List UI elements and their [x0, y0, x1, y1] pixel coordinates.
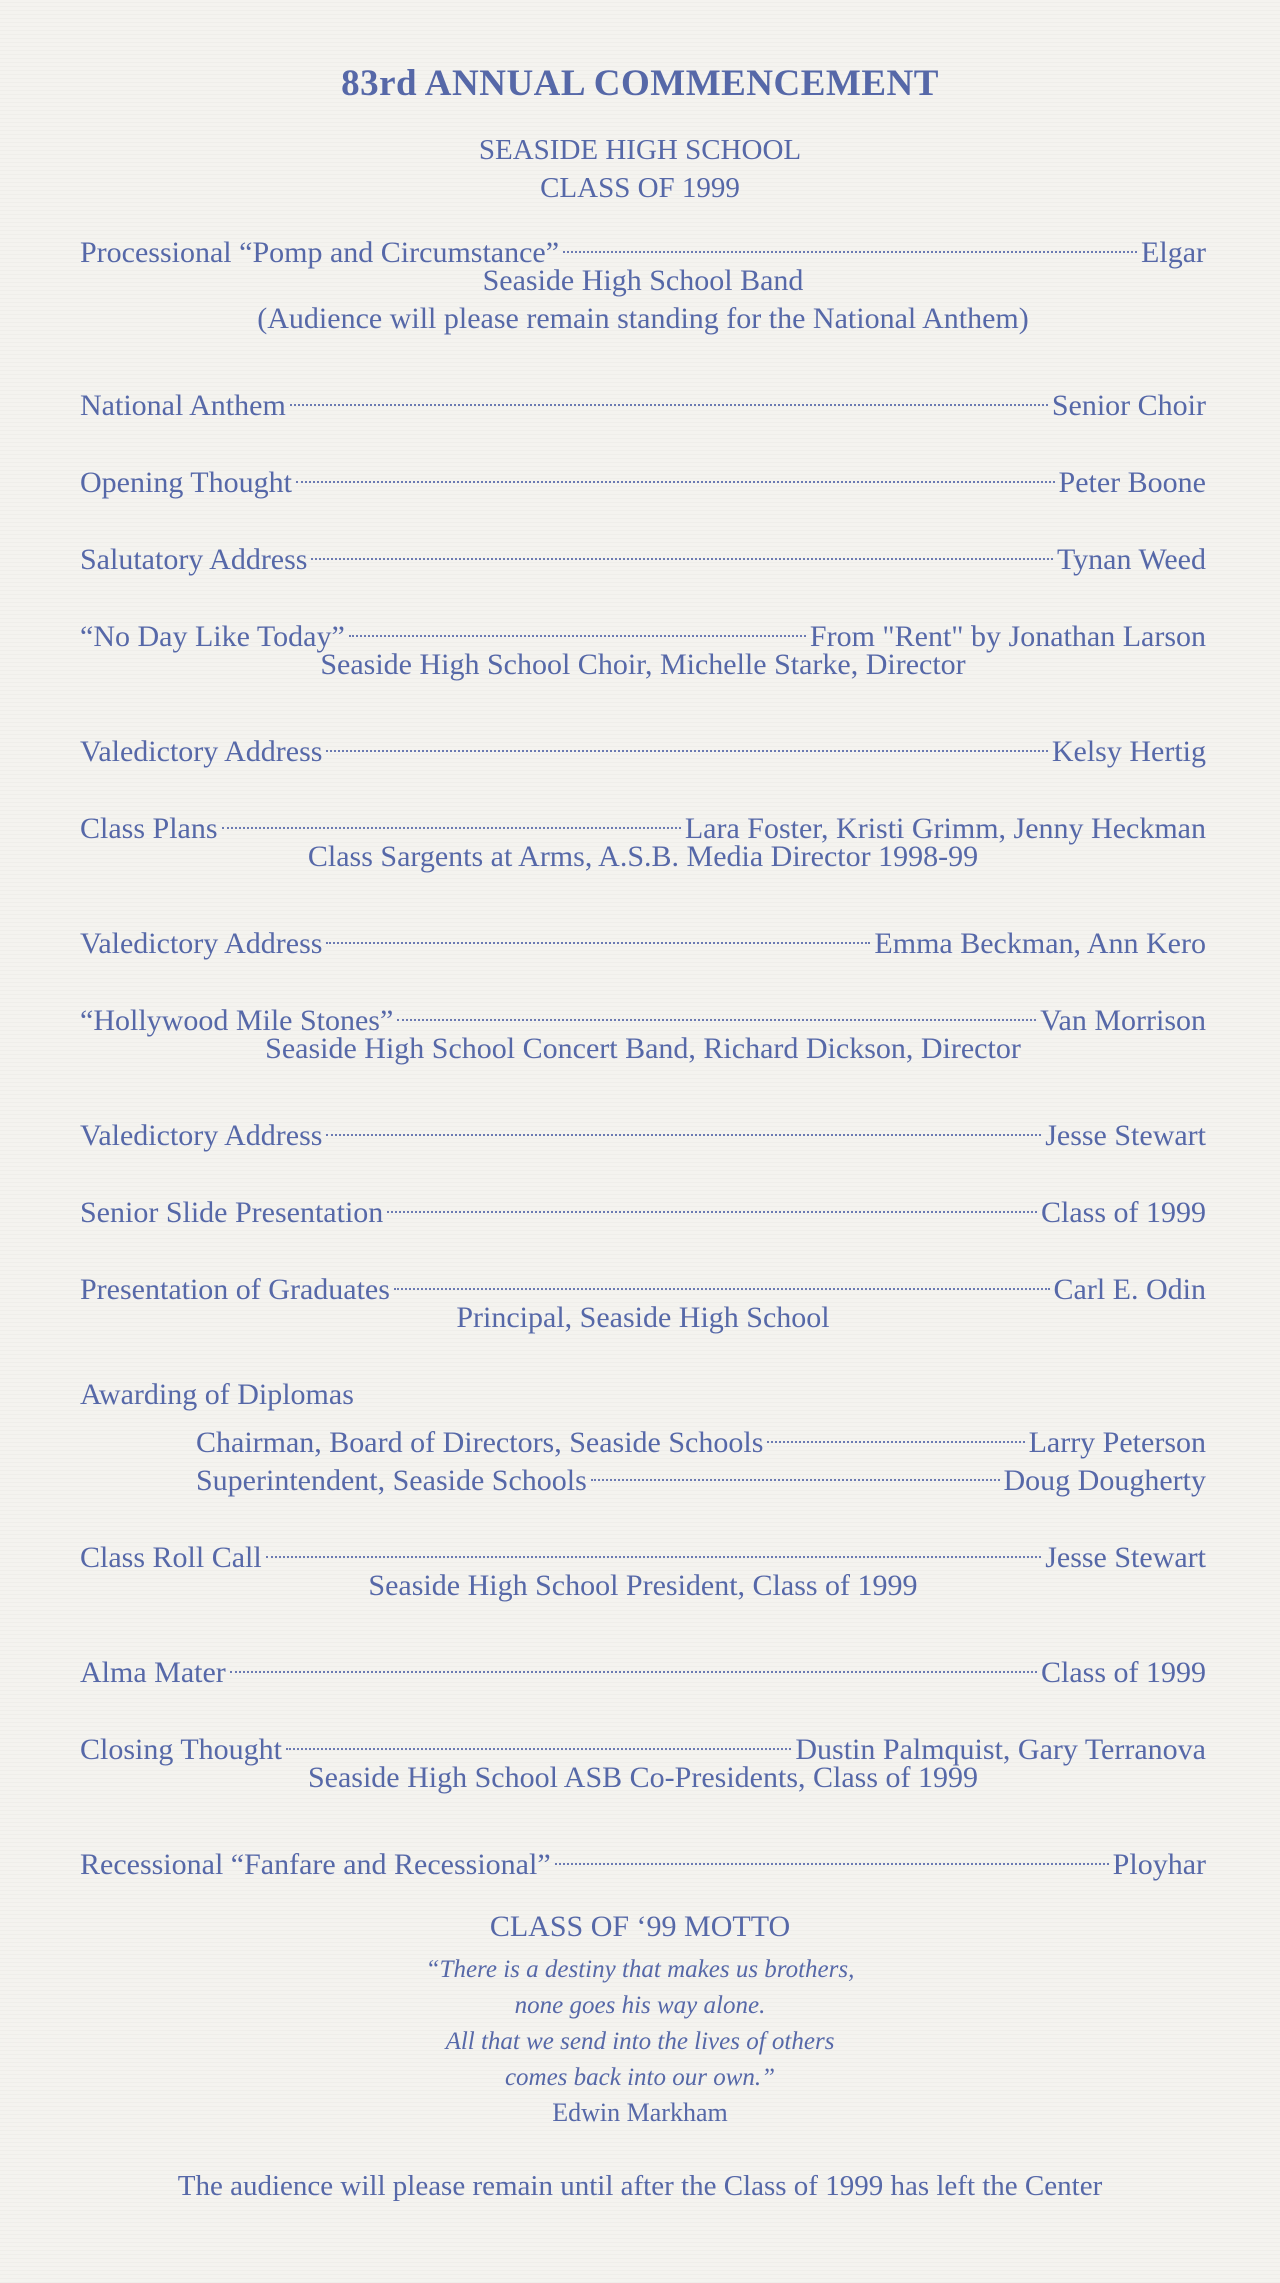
program-entry	[80, 1529, 1206, 1605]
dot-leader	[326, 723, 1047, 761]
dot-leader	[266, 1529, 1042, 1567]
dot-leader	[296, 454, 1055, 492]
program-line	[80, 1261, 1206, 1306]
item-performer: Dustin Palmquist, Gary Terranova	[795, 1733, 1206, 1766]
dot-leader	[591, 1452, 1000, 1490]
program-line	[80, 377, 1206, 422]
motto-heading: CLASS OF ‘99 MOTTO	[489, 1910, 791, 1943]
item-note: (Audience will please remain standing for the National Anthem)	[257, 302, 1029, 335]
item-note: Seaside High School Concert Band, Richard Dickson, Director	[265, 1032, 1021, 1065]
diplomas-entry	[80, 1376, 1206, 1497]
item-title: Processional “Pomp and Circumstance”	[80, 236, 560, 269]
school-name: SEASIDE HIGH SCHOOL	[478, 134, 802, 166]
dot-leader	[555, 1836, 1109, 1874]
program-line	[80, 1529, 1206, 1574]
program-line	[80, 1414, 1206, 1459]
item-note: Seaside High School President, Class of 1999	[368, 1569, 918, 1602]
motto-line: All that we send into the lives of others	[445, 2028, 835, 2055]
motto-line: “There is a destiny that makes us brothers,	[425, 1956, 855, 1983]
item-performer: Peter Boone	[1058, 466, 1206, 499]
item-performer: Senior Choir	[1051, 389, 1206, 422]
item-title: Senior Slide Presentation	[80, 1196, 384, 1229]
program-entry	[80, 915, 1206, 960]
program-line	[80, 1721, 1206, 1766]
dot-leader	[387, 1184, 1037, 1222]
item-title: Presentation of Graduates	[80, 1273, 390, 1306]
program-entry	[80, 1107, 1206, 1152]
program-line	[80, 800, 1206, 845]
item-performer: Ployhar	[1112, 1848, 1206, 1881]
program-entry	[80, 1261, 1206, 1337]
item-title: “Hollywood Mile Stones”	[80, 1004, 394, 1037]
item-performer: Tynan Weed	[1056, 543, 1206, 576]
item-title: Class Roll Call	[80, 1541, 262, 1574]
program-entry	[80, 1184, 1206, 1229]
program-line	[80, 454, 1206, 499]
dot-leader	[311, 531, 1052, 569]
program-line	[80, 1644, 1206, 1689]
item-title: Recessional “Fanfare and Recessional”	[80, 1848, 551, 1881]
item-performer: Lara Foster, Kristi Grimm, Jenny Heckman	[684, 812, 1206, 845]
program-line	[80, 224, 1206, 269]
item-performer: Elgar	[1141, 236, 1206, 269]
dot-leader	[767, 1414, 1024, 1452]
item-title: Closing Thought	[80, 1733, 282, 1766]
item-performer: From "Rent" by Jonathan Larson	[809, 620, 1206, 653]
program-line	[80, 1184, 1206, 1229]
item-performer: Emma Beckman, Ann Kero	[874, 927, 1206, 960]
item-performer: Carl E. Odin	[1053, 1273, 1206, 1306]
program-entry	[80, 224, 1206, 338]
item-title: Opening Thought	[80, 466, 292, 499]
item-title: Salutatory Address	[80, 543, 308, 576]
class-year: CLASS OF 1999	[540, 172, 740, 204]
item-note: Seaside High School Choir, Michelle Starke, Director	[320, 648, 966, 681]
dot-leader	[222, 800, 681, 838]
program-line	[80, 1836, 1206, 1881]
dot-leader	[326, 915, 870, 953]
footer-note: The audience will please remain until after the Class of 1999 has left the Center	[177, 2170, 1103, 2202]
program-entry	[80, 377, 1206, 422]
dot-leader	[326, 1107, 1041, 1145]
item-performer: Class of 1999	[1041, 1196, 1206, 1229]
program-line	[80, 531, 1206, 576]
program-line	[80, 723, 1206, 768]
item-title: Valedictory Address	[80, 927, 323, 960]
program-entry	[80, 992, 1206, 1068]
program-entry	[80, 531, 1206, 576]
item-title: Alma Mater	[80, 1656, 226, 1689]
item-note: Seaside High School Band	[482, 264, 804, 297]
item-title: Valedictory Address	[80, 1119, 323, 1152]
item-performer: Van Morrison	[1040, 1004, 1206, 1037]
dot-leader	[230, 1644, 1037, 1682]
program-entry	[80, 1836, 1206, 1881]
item-performer: Kelsy Hertig	[1051, 735, 1206, 768]
dot-leader	[397, 992, 1036, 1030]
item-performer: Jesse Stewart	[1045, 1119, 1206, 1152]
item-title: National Anthem	[80, 389, 286, 422]
program-entry	[80, 723, 1206, 768]
motto-line: comes back into our own.”	[504, 2064, 776, 2091]
program-line	[80, 608, 1206, 653]
program-line	[80, 915, 1206, 960]
program-entry	[80, 1644, 1206, 1689]
program-entry	[80, 454, 1206, 499]
item-performer: Class of 1999	[1041, 1656, 1206, 1689]
item-note: Principal, Seaside High School	[456, 1301, 830, 1334]
item-note: Seaside High School ASB Co-Presidents, Class of 1999	[307, 1761, 978, 1794]
motto-author: Edwin Markham	[552, 2098, 728, 2127]
program-entry	[80, 608, 1206, 684]
item-performer: Jesse Stewart	[1045, 1541, 1206, 1574]
motto-quote	[0, 1952, 1280, 2096]
item-note: Class Sargents at Arms, A.S.B. Media Director 1998-99	[307, 840, 979, 873]
item-title: Chairman, Board of Directors, Seaside Schools	[196, 1426, 764, 1459]
item-performer: Doug Dougherty	[1003, 1464, 1206, 1497]
item-title: Superintendent, Seaside Schools	[196, 1464, 587, 1497]
dot-leader	[286, 1721, 791, 1759]
dot-leader	[290, 377, 1048, 415]
item-title: Valedictory Address	[80, 735, 323, 768]
motto-line: none goes his way alone.	[514, 1992, 766, 2019]
item-performer: Larry Peterson	[1028, 1426, 1206, 1459]
page-title: 83rd ANNUAL COMMENCEMENT	[341, 63, 939, 104]
program-entry	[80, 1721, 1206, 1797]
program-list	[80, 224, 1206, 1881]
item-title: “No Day Like Today”	[80, 620, 345, 653]
program-line	[80, 992, 1206, 1037]
item-title: Class Plans	[80, 812, 218, 845]
dot-leader	[394, 1261, 1050, 1299]
program-entry	[80, 800, 1206, 876]
dot-leader	[349, 608, 806, 646]
program-line	[80, 1107, 1206, 1152]
dot-leader	[563, 224, 1137, 262]
diplomas-heading: Awarding of Diplomas	[80, 1378, 354, 1411]
